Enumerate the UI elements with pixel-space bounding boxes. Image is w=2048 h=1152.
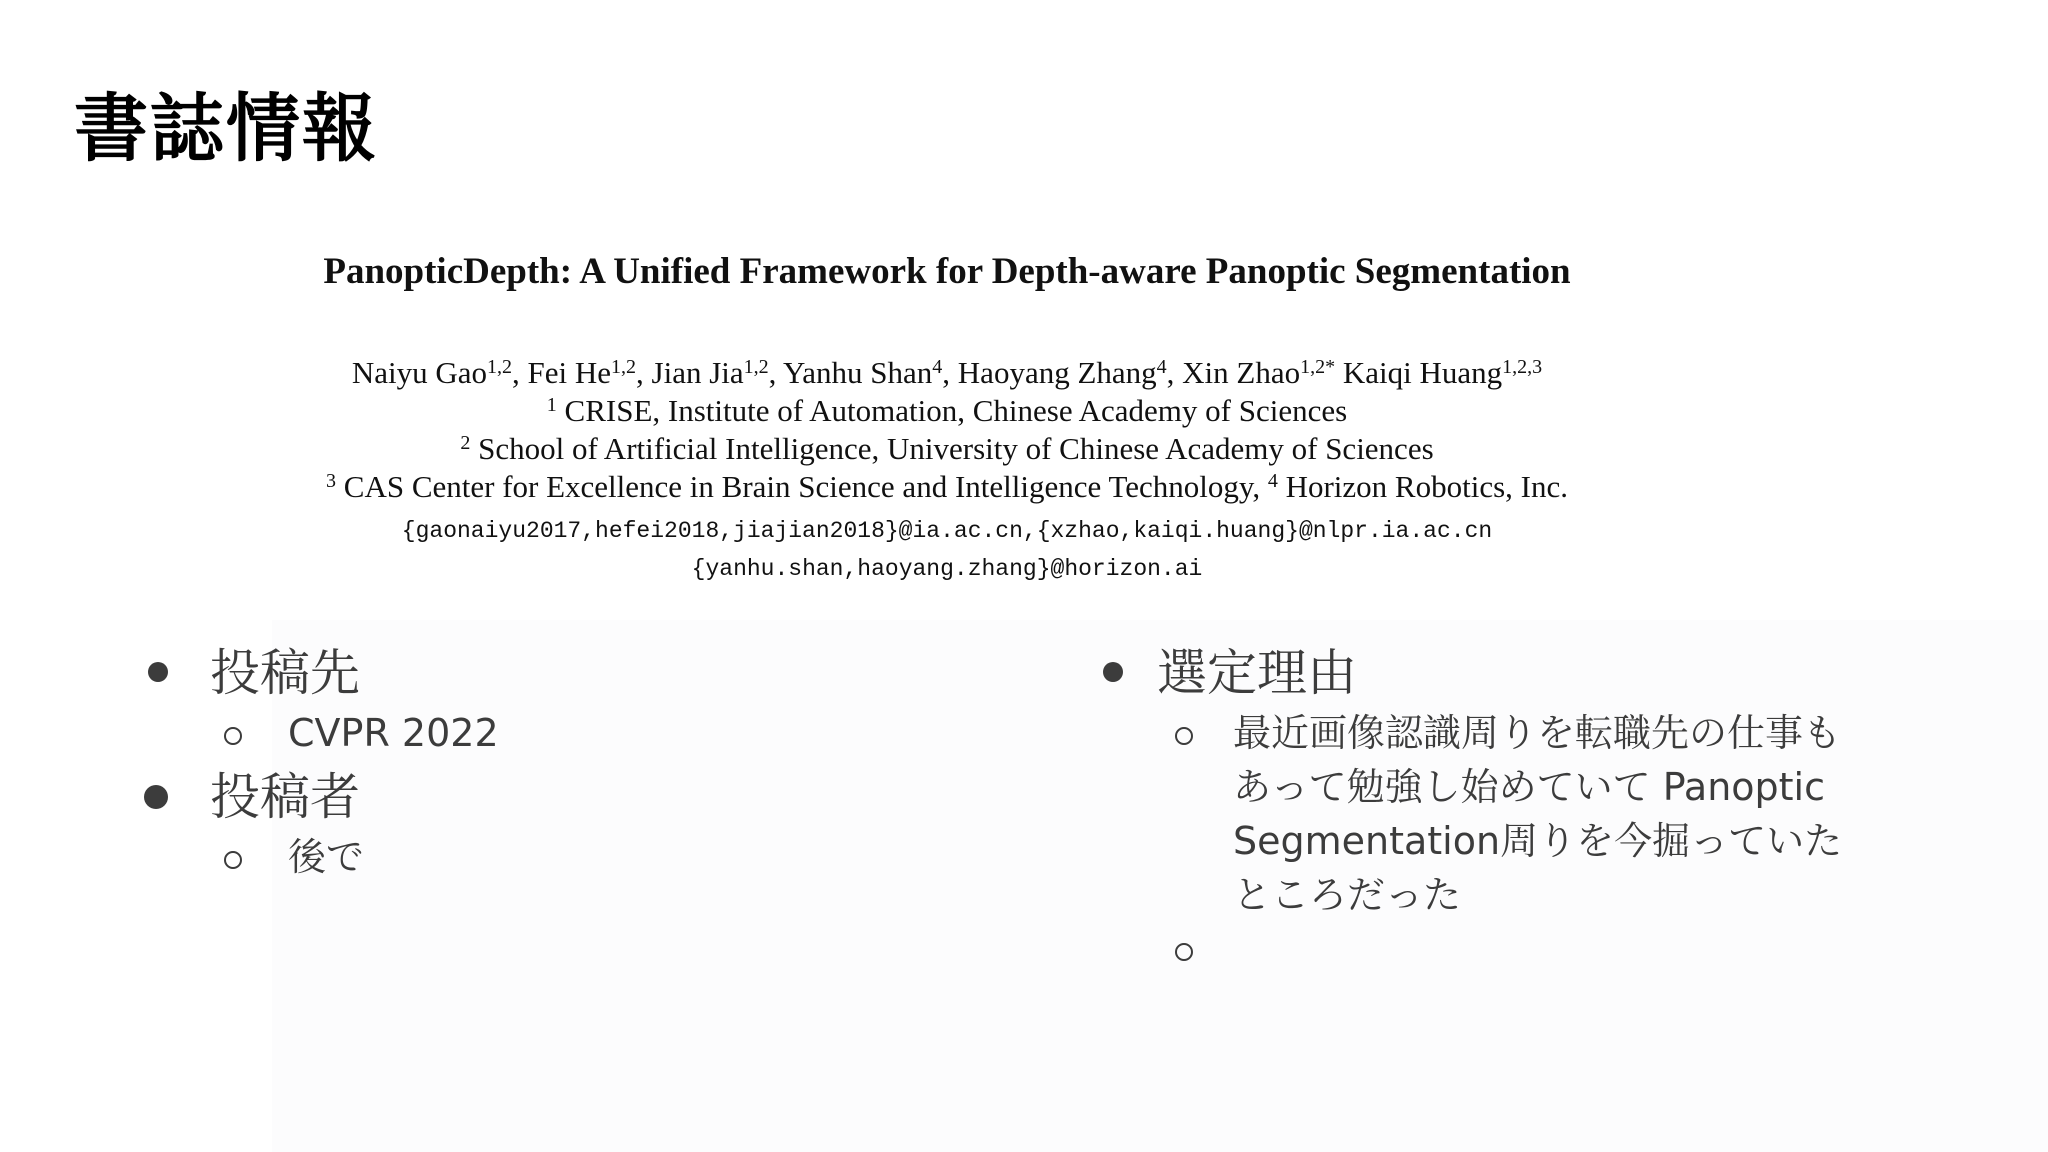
bullet-ring-icon bbox=[1175, 727, 1193, 745]
paper-title: PanopticDepth: A Unified Framework for Depth-aware Panoptic Segmentation bbox=[323, 251, 1571, 292]
affiliation-2 bbox=[272, 430, 1622, 468]
sub-bullet-reason bbox=[1093, 706, 1873, 922]
aff-text: Horizon Robotics, Inc. bbox=[1285, 469, 1568, 504]
bullet-label: 選定理由 bbox=[1157, 644, 1357, 702]
author-sup: 1,2 bbox=[611, 356, 637, 378]
author-name: Yanhu Shan bbox=[783, 355, 933, 390]
author-sup: 1,2 bbox=[743, 356, 769, 378]
left-bullet-column bbox=[138, 644, 499, 884]
bullet-label: 投稿先 bbox=[210, 644, 360, 702]
aff-text: CRISE, Institute of Automation, Chinese Academy of Sciences bbox=[564, 393, 1348, 428]
author-sup: 1,2,3 bbox=[1502, 356, 1543, 378]
author-name: Kaiqi Huang bbox=[1342, 355, 1503, 390]
author-name: Jian Jia bbox=[651, 355, 744, 390]
email-line: {yanhu.shan,haoyang.zhang}@horizon.ai bbox=[691, 556, 1203, 582]
slide-title: 書誌情報 bbox=[74, 86, 378, 172]
sub-bullet-empty bbox=[1093, 922, 1873, 976]
aff-sup: 2 bbox=[460, 432, 471, 454]
sub-bullet-text: 後で bbox=[288, 835, 365, 879]
author-sup: 1,2* bbox=[1300, 356, 1336, 378]
sub-bullet-author bbox=[138, 830, 499, 884]
bullet-dot-icon bbox=[148, 662, 168, 682]
email-line: {gaonaiyu2017,hefei2018,jiajian2018}@ia.ac.cn,{xzhao,kaiqi.huang}@nlpr.ia.ac.cn bbox=[401, 518, 1493, 544]
bullet-dot-icon bbox=[144, 785, 168, 809]
right-bullet-column bbox=[1093, 644, 1993, 976]
bullet-venue bbox=[138, 644, 499, 706]
bullet-label: 投稿者 bbox=[210, 768, 360, 826]
bullet-reason bbox=[1093, 644, 1993, 706]
author-name: Haoyang Zhang bbox=[957, 355, 1157, 390]
author-sup: 1,2 bbox=[487, 356, 512, 378]
author-list: Naiyu Gao$^{1,2}$, Fei He$^{1,2}$, Jian Jia$^{1,2}$, Yanhu Shan$^4$, Haoyang Zhang$^4$, Xin Zhao$^{1,2*}$ Kaiqi Huang$^{1,2,3}$ bbox=[351, 355, 1543, 390]
aff-sup: 4 bbox=[1267, 470, 1278, 492]
bullet-ring-icon bbox=[224, 727, 242, 745]
bullet-dot-icon bbox=[1103, 662, 1123, 682]
author-sup: 4 bbox=[932, 356, 943, 378]
sub-bullet-venue bbox=[138, 706, 499, 760]
aff-text: School of Artificial Intelligence, University of Chinese Academy of Sciences bbox=[478, 431, 1434, 466]
bullet-ring-icon bbox=[224, 851, 242, 869]
aff-sup: 1 bbox=[546, 394, 557, 416]
author-name: Naiyu Gao bbox=[351, 355, 487, 390]
bullet-ring-icon bbox=[1175, 943, 1193, 961]
author-sup: 4 bbox=[1156, 356, 1167, 378]
author-name: Fei He bbox=[527, 355, 612, 390]
email-block bbox=[272, 512, 1622, 588]
aff-text: CAS Center for Excellence in Brain Science and Intelligence Technology, bbox=[343, 469, 1261, 504]
bullet-author bbox=[138, 768, 499, 830]
sub-bullet-text bbox=[1233, 927, 1245, 971]
sub-bullet-text: CVPR 2022 bbox=[288, 711, 499, 755]
sub-bullet-text: 最近画像認識周りを転職先の仕事もあって勉強し始めていて Panoptic Segmentation周りを今掘っていたところだった bbox=[1233, 711, 1843, 917]
author-name: Xin Zhao bbox=[1182, 355, 1301, 390]
affiliations bbox=[272, 392, 1622, 506]
paper-header-image bbox=[272, 230, 1622, 590]
affiliation-3-4 bbox=[272, 468, 1622, 506]
affiliation-1 bbox=[272, 392, 1622, 430]
aff-sup: 3 bbox=[326, 470, 337, 492]
